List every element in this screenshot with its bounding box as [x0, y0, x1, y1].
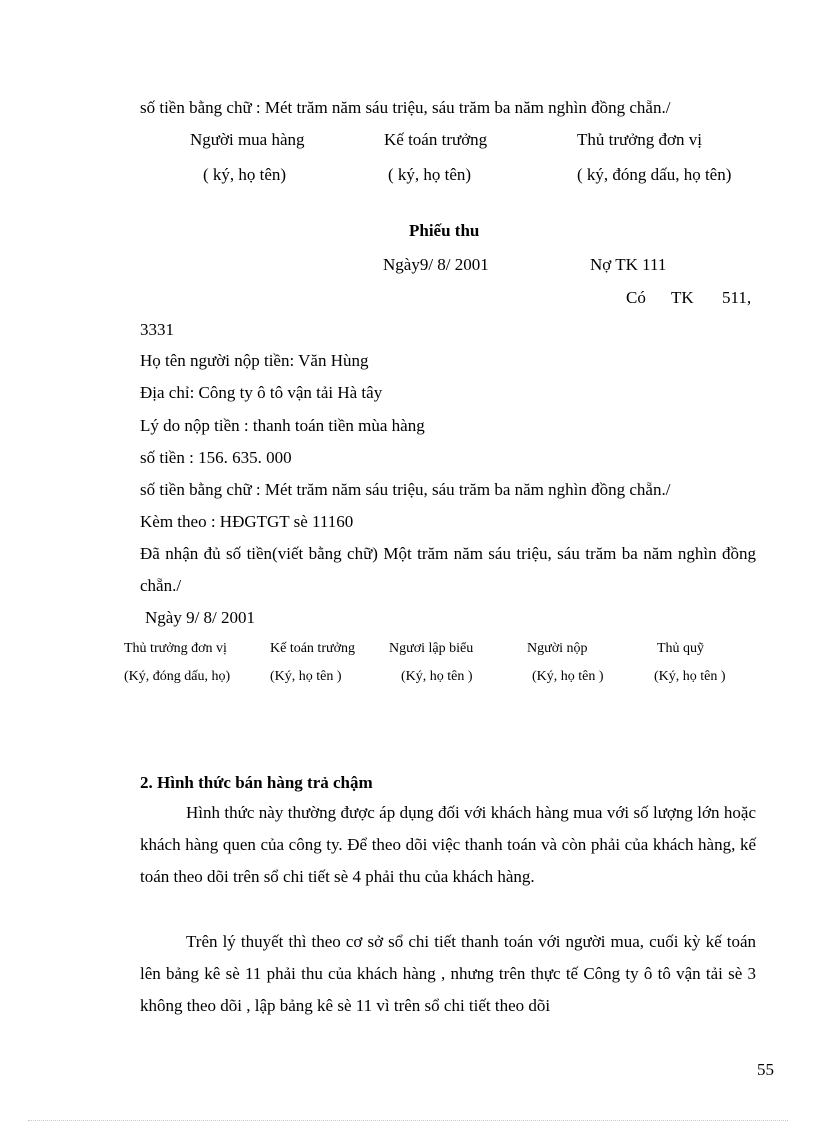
- receipt-debit-account: Nợ TK 111: [590, 255, 667, 274]
- receipt-payer: Họ tên người nộp tiền: Văn Hùng: [140, 351, 369, 370]
- receipt-sig-title-chief-accountant: Kế toán trưởng: [270, 641, 355, 656]
- receipt-received-statement: Đã nhận đủ số tiền(viết bằng chữ) Một trăm năm sáu triệu, sáu trăm ba năm nghìn đồng chẵn./: [140, 544, 756, 595]
- page-bottom-divider: [28, 1120, 788, 1121]
- receipt-sig-note-cashier: (Ký, họ tên ): [654, 669, 726, 684]
- top-sig-note-buyer: ( ký, họ tên): [203, 165, 287, 184]
- receipt-sig-note-payer: (Ký, họ tên ): [532, 669, 604, 684]
- receipt-credit-number: 511,: [722, 288, 752, 307]
- receipt-sig-note-director: (Ký, đóng dấu, họ): [124, 669, 231, 684]
- receipt-date: Ngày9/ 8/ 2001: [383, 255, 489, 274]
- page-number: 55: [757, 1060, 774, 1079]
- receipt-title: Phiếu thu: [409, 221, 480, 240]
- top-sig-note-chief-accountant: ( ký, họ tên): [388, 165, 472, 184]
- top-sig-note-director: ( ký, đóng dấu, họ tên): [577, 165, 732, 184]
- receipt-sig-title-director: Thủ trưởng đơn vị: [124, 641, 227, 656]
- receipt-sig-note-preparer: (Ký, họ tên ): [401, 669, 473, 684]
- section-paragraph-1: Hình thức này thường được áp dụng đối với khách hàng mua với số lượng lớn hoặc khách hàng quen của công ty. Để theo dõi việc thanh toán và còn phải của khách hàng, kế toán theo dõi trên sổ chi tiết sè 4 phải thu của khách hàng.: [140, 803, 756, 886]
- receipt-attached-invoice: Kèm theo : HĐGTGT sè 11160: [140, 512, 354, 531]
- receipt-credit-label: Có: [626, 288, 646, 307]
- receipt-reason: Lý do nộp tiền : thanh toán tiền mùa hàng: [140, 416, 425, 435]
- receipt-sig-title-cashier: Thủ quỹ: [657, 641, 705, 656]
- receipt-amount-in-words: số tiền bằng chữ : Mét trăm năm sáu triệu, sáu trăm ba năm nghìn đồng chẵn./: [140, 480, 671, 499]
- receipt-address: Địa chỉ: Công ty ô tô vận tải Hà tây: [140, 383, 383, 402]
- top-sig-title-buyer: Người mua hàng: [190, 130, 305, 149]
- top-sig-title-director: Thủ trưởng đơn vị: [577, 130, 702, 149]
- top-amount-in-words: số tiền bằng chữ : Mét trăm năm sáu triệu, sáu trăm ba năm nghìn đồng chẵn./: [140, 98, 671, 117]
- receipt-sig-title-payer: Người nộp: [527, 641, 588, 656]
- receipt-amount: số tiền : 156. 635. 000: [140, 448, 292, 467]
- section-paragraph-2: Trên lý thuyết thì theo cơ sở sổ chi tiết thanh toán với người mua, cuối kỳ kế toán lên bảng kê sè 11 phải thu của khách hàng , nhưng trên thực tế Công ty ô tô vận tải sè 3 không theo dõi , lập bảng kê sè 11 vì trên sổ chi tiết theo dõi: [140, 932, 756, 1015]
- top-sig-title-chief-accountant: Kế toán trưởng: [384, 130, 488, 149]
- receipt-credit-tk: TK: [671, 288, 694, 307]
- receipt-credit-continued: 3331: [140, 320, 174, 339]
- receipt-sig-title-preparer: Ngươi lập biểu: [389, 641, 474, 656]
- receipt-date-signed: Ngày 9/ 8/ 2001: [145, 608, 256, 627]
- section-heading: 2. Hình thức bán hàng trả chậm: [140, 773, 373, 792]
- receipt-sig-note-chief-accountant: (Ký, họ tên ): [270, 669, 342, 684]
